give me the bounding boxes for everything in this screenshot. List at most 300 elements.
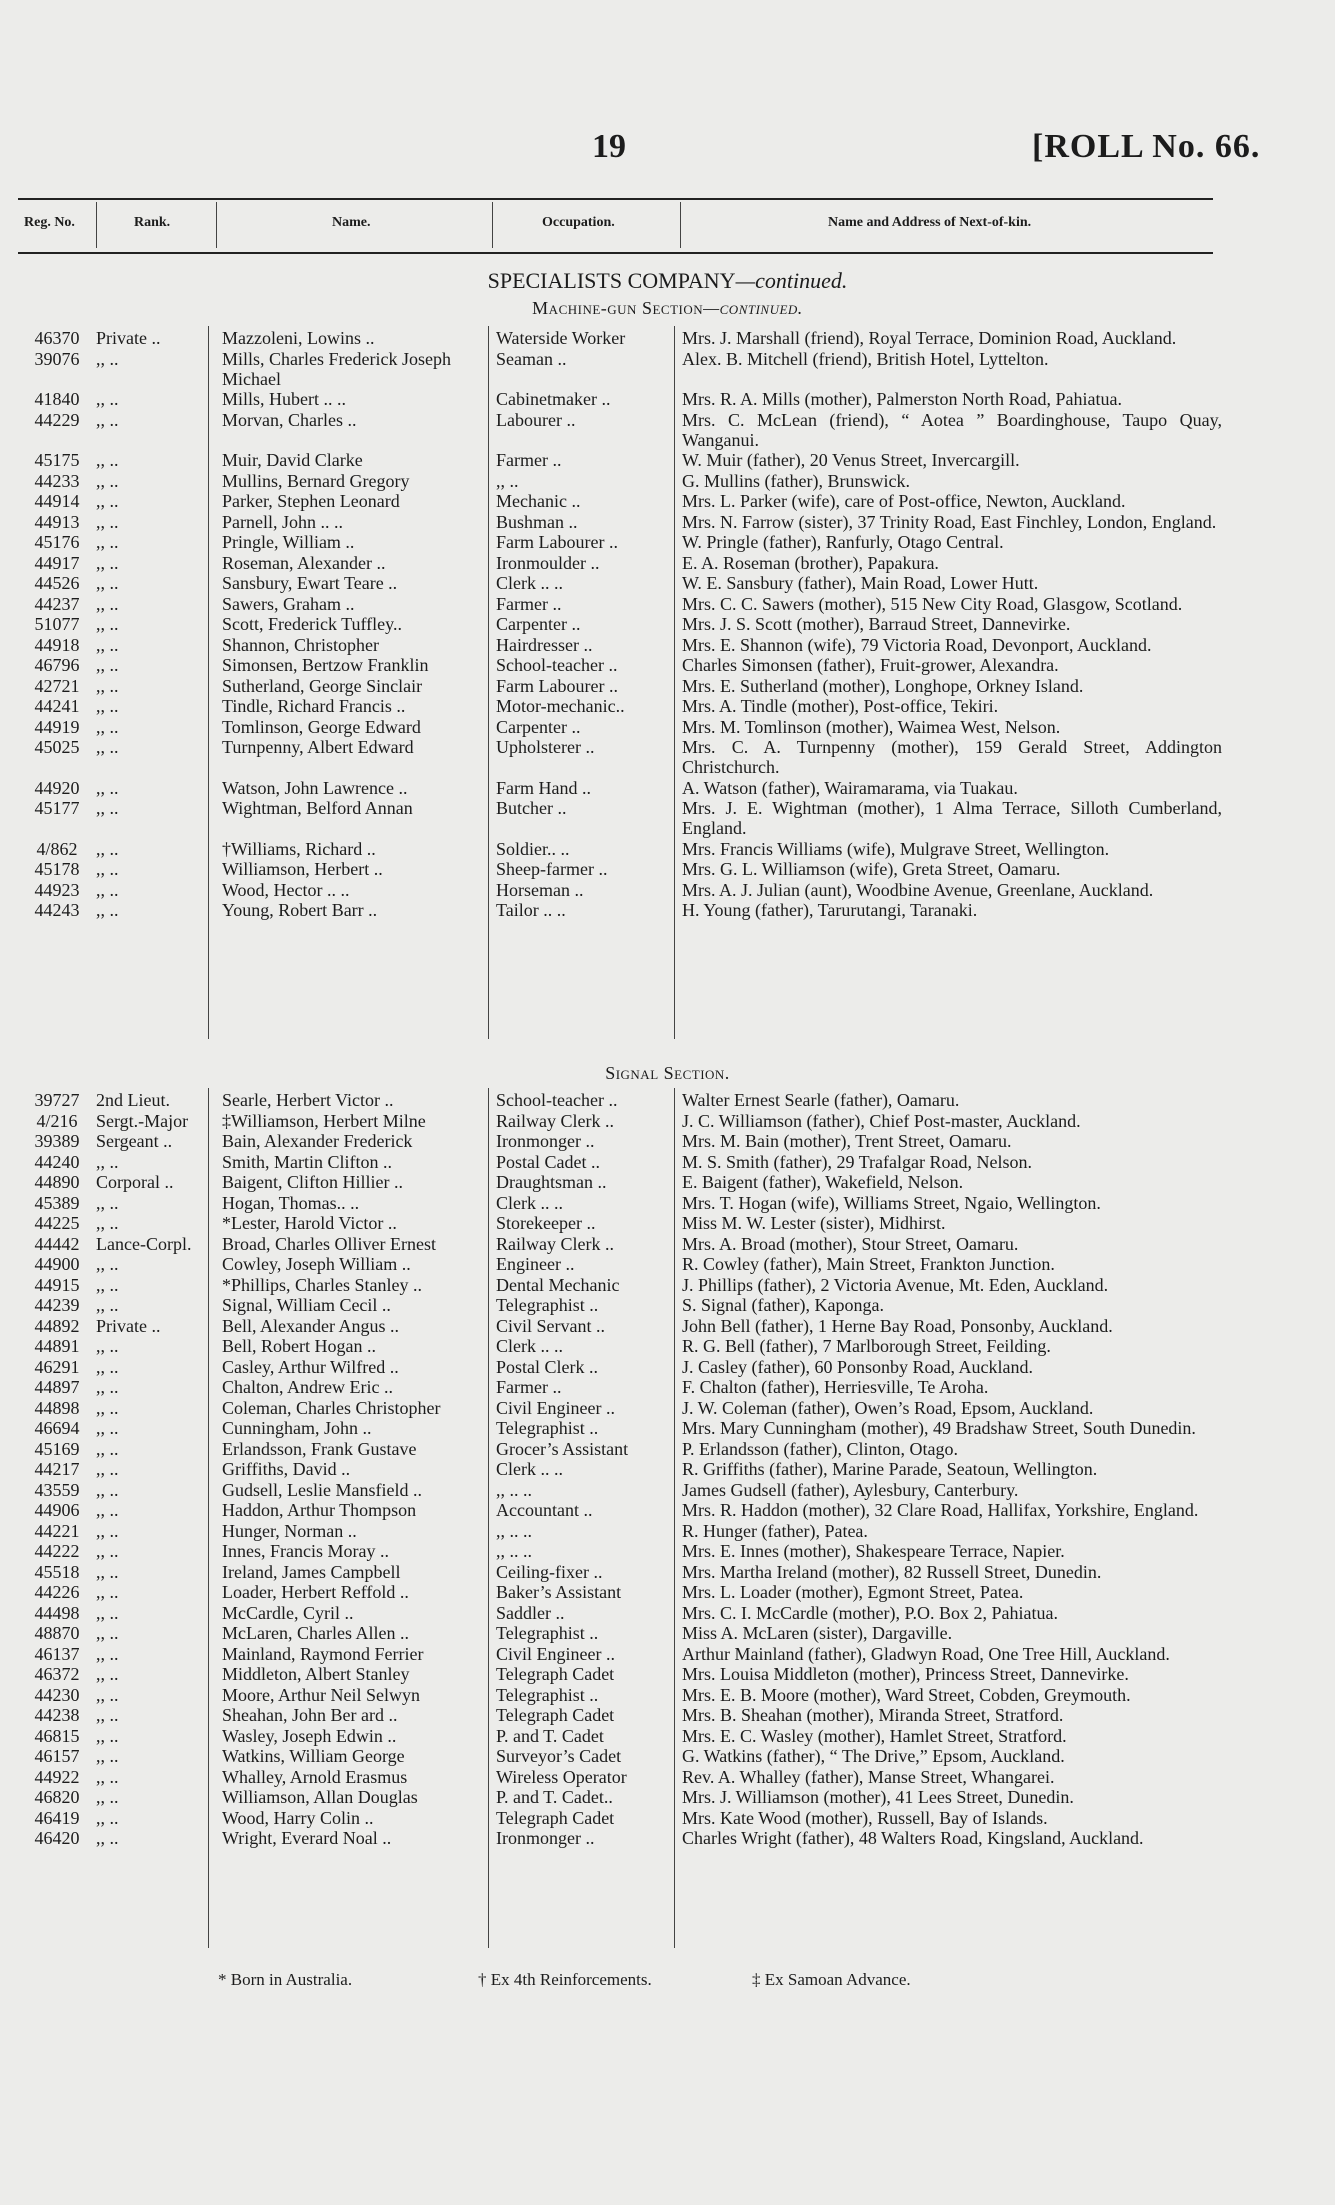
reg-no-cell: 44900 <box>34 1254 80 1274</box>
reg-no-cell: 46796 <box>34 655 80 675</box>
rank-cell: Sergt.-Major <box>96 1110 189 1131</box>
rank-cell: ,, .. <box>96 1295 119 1315</box>
rank-cell: Private .. <box>96 328 161 348</box>
next-of-kin-cell: Mrs. J. E. Wightman (mother), 1 Alma Terrace, Silloth Cumberland, England. <box>682 798 1222 838</box>
col-name-header: Name. <box>332 215 371 230</box>
next-of-kin-cell: Mrs. L. Parker (wife), care of Post-office, Newton, Auckland. <box>682 491 1126 511</box>
name-cell: Ireland, James Campbell <box>222 1561 401 1582</box>
name-cell: Mullins, Bernard Gregory <box>222 470 410 491</box>
name-cell: Griffiths, David .. <box>222 1459 351 1479</box>
occupation-cell: Tailor .. .. <box>496 900 566 920</box>
name-cell: Sansbury, Ewart Teare .. <box>222 573 398 593</box>
footnote-ex-4th: † Ex 4th Reinforcements. <box>478 1970 652 1989</box>
occupation-cell: P. and T. Cadet <box>496 1725 604 1746</box>
reg-no-cell: 45518 <box>34 1561 80 1582</box>
name-cell: Middleton, Albert Stanley <box>222 1664 410 1684</box>
next-of-kin-cell: H. Young (father), Tarurutangi, Taranaki. <box>682 900 978 920</box>
name-cell: *Phillips, Charles Stanley .. <box>222 1274 422 1295</box>
occupation-cell: Sheep-farmer .. <box>496 859 608 879</box>
reg-no-cell: 44914 <box>34 491 80 511</box>
name-cell: Mazzoleni, Lowins .. <box>222 328 375 348</box>
name-cell: Simonsen, Bertzow Franklin <box>222 655 429 675</box>
name-cell: Shannon, Christopher <box>222 634 379 655</box>
next-of-kin-cell: Mrs. C. C. Sawers (mother), 515 New City Road, Glasgow, Scotland. <box>682 593 1183 614</box>
rank-cell: ,, .. <box>96 1418 119 1438</box>
reg-no-cell: 44498 <box>34 1602 80 1623</box>
reg-no-cell: 45178 <box>34 859 80 879</box>
next-of-kin-cell: Mrs. Kate Wood (mother), Russell, Bay of Islands. <box>682 1807 1048 1828</box>
reg-no-cell: 44230 <box>34 1684 80 1705</box>
rank-cell: ,, .. <box>96 1541 119 1561</box>
occupation-cell: ,, .. .. <box>496 1541 532 1561</box>
occupation-cell: Telegraphist .. <box>496 1295 599 1315</box>
column-rule <box>488 1088 489 1948</box>
reg-no-cell: 44237 <box>34 593 80 614</box>
rank-cell: ,, .. <box>96 1807 119 1828</box>
name-cell: Hunger, Norman .. <box>222 1520 357 1541</box>
rank-cell: ,, .. <box>96 1479 119 1500</box>
next-of-kin-cell: R. G. Bell (father), 7 Marlborough Street, Feilding. <box>682 1336 1051 1356</box>
roll-number: [ROLL No. 66. <box>1032 128 1261 165</box>
next-of-kin-cell: W. E. Sansbury (father), Main Road, Lower Hutt. <box>682 573 1039 593</box>
name-cell: Sutherland, George Sinclair <box>222 675 423 696</box>
occupation-cell: Cabinetmaker .. <box>496 389 611 409</box>
rank-cell: ,, .. <box>96 1787 119 1807</box>
next-of-kin-cell: Mrs. R. A. Mills (mother), Palmerston North Road, Pahiatua. <box>682 389 1122 409</box>
occupation-cell: Labourer .. <box>496 409 576 430</box>
rank-cell: ,, .. <box>96 1602 119 1623</box>
name-cell: *Lester, Harold Victor .. <box>222 1213 397 1233</box>
name-cell: Bain, Alexander Frederick <box>222 1131 413 1151</box>
header-divider <box>680 202 681 248</box>
occupation-cell: Farmer .. <box>496 1377 562 1397</box>
occupation-cell: Carpenter .. <box>496 614 581 634</box>
col-rank-header: Rank. <box>134 215 171 230</box>
occupation-cell: Farm Labourer .. <box>496 675 618 696</box>
name-cell: Coleman, Charles Christopher <box>222 1397 441 1418</box>
reg-no-cell: 44922 <box>34 1766 80 1787</box>
rank-cell: ,, .. <box>96 1500 119 1520</box>
occupation-cell: Ceiling-fixer .. <box>496 1561 603 1582</box>
rank-cell: ,, .. <box>96 675 119 696</box>
next-of-kin-cell: Mrs. C. McLean (friend), “ Aotea ” Boardinghouse, Taupo Quay, Wanganui. <box>682 409 1222 450</box>
next-of-kin-cell: S. Signal (father), Kaponga. <box>682 1295 884 1315</box>
reg-no-cell: 44238 <box>34 1705 80 1725</box>
rank-cell: ,, .. <box>96 348 119 369</box>
name-cell: Erlandsson, Frank Gustave <box>222 1438 417 1459</box>
reg-no-cell: 44526 <box>34 573 80 593</box>
reg-no-cell: 48870 <box>34 1623 80 1643</box>
name-cell: Sawers, Graham .. <box>222 593 355 614</box>
name-cell: Innes, Francis Moray .. <box>222 1541 389 1561</box>
reg-no-cell: 39076 <box>34 348 80 369</box>
occupation-cell: Clerk .. .. <box>496 573 563 593</box>
reg-no-cell: 45025 <box>34 737 80 757</box>
rank-cell: ,, .. <box>96 716 119 737</box>
rank-cell: ,, .. <box>96 1192 119 1213</box>
reg-no-cell: 44442 <box>34 1233 80 1254</box>
occupation-cell: Mechanic .. <box>496 491 581 511</box>
reg-no-cell: 45177 <box>34 798 80 818</box>
section-title-signal <box>0 1063 1335 1084</box>
occupation-cell: Telegraph Cadet <box>496 1664 615 1684</box>
name-cell: Smith, Martin Clifton .. <box>222 1151 393 1172</box>
rank-cell: ,, .. <box>96 532 119 552</box>
next-of-kin-cell: J. C. Williamson (father), Chief Post-master, Auckland. <box>682 1110 1081 1131</box>
rank-cell: ,, .. <box>96 1828 119 1848</box>
next-of-kin-cell: R. Cowley (father), Main Street, Frankton Junction. <box>682 1254 1055 1274</box>
occupation-cell: Civil Engineer .. <box>496 1397 615 1418</box>
name-cell: Whalley, Arnold Erasmus <box>222 1766 408 1787</box>
reg-no-cell: 44918 <box>34 634 80 655</box>
header-divider <box>492 202 493 248</box>
occupation-cell: Motor-mechanic.. <box>496 696 625 716</box>
reg-no-cell: 44906 <box>34 1500 80 1520</box>
reg-no-cell: 44898 <box>34 1397 80 1418</box>
reg-no-cell: 44891 <box>34 1336 80 1356</box>
reg-no-cell: 45176 <box>34 532 80 552</box>
occupation-cell: Draughtsman .. <box>496 1172 607 1192</box>
rank-cell: Sergeant .. <box>96 1131 173 1151</box>
next-of-kin-cell: R. Hunger (father), Patea. <box>682 1520 868 1541</box>
rank-cell: ,, .. <box>96 634 119 655</box>
reg-no-cell: 44892 <box>34 1315 80 1336</box>
next-of-kin-cell: M. S. Smith (father), 29 Trafalgar Road, Nelson. <box>682 1151 1032 1172</box>
name-cell: Loader, Herbert Reffold .. <box>222 1582 409 1602</box>
name-cell: Wightman, Belford Annan <box>222 798 413 818</box>
next-of-kin-cell: W. Muir (father), 20 Venus Street, Invercargill. <box>682 450 1020 470</box>
rank-cell: ,, .. <box>96 1561 119 1582</box>
next-of-kin-cell: J. Phillips (father), 2 Victoria Avenue, Mt. Eden, Auckland. <box>682 1274 1109 1295</box>
name-cell: Muir, David Clarke <box>222 450 363 470</box>
next-of-kin-cell: Mrs. G. L. Williamson (wife), Greta Street, Oamaru. <box>682 859 1061 879</box>
rank-cell: ,, .. <box>96 879 119 900</box>
occupation-cell: Ironmoulder .. <box>496 552 600 573</box>
reg-no-cell: 45169 <box>34 1438 80 1459</box>
next-of-kin-cell: Mrs. L. Loader (mother), Egmont Street, Patea. <box>682 1582 1024 1602</box>
occupation-cell: Storekeeper .. <box>496 1213 596 1233</box>
occupation-cell: Seaman .. <box>496 348 567 369</box>
next-of-kin-cell: James Gudsell (father), Aylesbury, Canterbury. <box>682 1479 1019 1500</box>
reg-no-cell: 44240 <box>34 1151 80 1172</box>
occupation-cell: Bushman .. <box>496 511 578 532</box>
rank-cell: ,, .. <box>96 900 119 920</box>
occupation-cell: Waterside Worker <box>496 328 626 348</box>
name-cell: Mills, Hubert .. .. <box>222 389 346 409</box>
col-kin-header: Name and Address of Next-of-kin. <box>828 215 1032 230</box>
name-cell: Cowley, Joseph William .. <box>222 1254 411 1274</box>
name-cell: Wood, Hector .. .. <box>222 879 350 900</box>
occupation-cell: Telegraphist .. <box>496 1623 599 1643</box>
company-title <box>0 268 1335 294</box>
rank-cell: ,, .. <box>96 1623 119 1643</box>
occupation-cell: Postal Clerk .. <box>496 1356 598 1377</box>
reg-no-cell: 46370 <box>34 328 80 348</box>
rank-cell: ,, .. <box>96 1725 119 1746</box>
page-number: 19 <box>592 128 626 165</box>
reg-no-cell: 44920 <box>34 777 80 798</box>
occupation-cell: ,, .. .. <box>496 1520 532 1541</box>
mg-section-continued: —continued. <box>703 298 803 318</box>
name-cell: Bell, Alexander Angus .. <box>222 1315 399 1336</box>
next-of-kin-cell: Mrs. Mary Cunningham (mother), 49 Bradshaw Street, South Dunedin. <box>682 1418 1196 1438</box>
name-cell: Gudsell, Leslie Mansfield .. <box>222 1479 422 1500</box>
next-of-kin-cell: A. Watson (father), Wairamarama, via Tuakau. <box>682 777 1018 798</box>
reg-no-cell: 44226 <box>34 1582 80 1602</box>
reg-no-cell: 46694 <box>34 1418 80 1438</box>
name-cell: Cunningham, John .. <box>222 1418 372 1438</box>
name-cell: Signal, William Cecil .. <box>222 1295 391 1315</box>
occupation-cell: Horseman .. <box>496 879 584 900</box>
occupation-cell: Telegraph Cadet <box>496 1807 615 1828</box>
rank-cell: ,, .. <box>96 409 119 430</box>
reg-no-cell: 39727 <box>34 1090 80 1110</box>
name-cell: Haddon, Arthur Thompson <box>222 1500 417 1520</box>
reg-no-cell: 44923 <box>34 879 80 900</box>
header-divider <box>216 202 217 248</box>
occupation-cell: Butcher .. <box>496 798 567 818</box>
footnote-ex-samoan: ‡ Ex Samoan Advance. <box>752 1970 911 1989</box>
reg-no-cell: 44239 <box>34 1295 80 1315</box>
name-cell: Tomlinson, George Edward <box>222 716 421 737</box>
rank-cell: ,, .. <box>96 1336 119 1356</box>
rank-cell: ,, .. <box>96 1520 119 1541</box>
col-occupation-header: Occupation. <box>542 215 615 230</box>
name-cell: Broad, Charles Olliver Ernest <box>222 1233 436 1254</box>
next-of-kin-cell: Charles Wright (father), 48 Walters Road, Kingsland, Auckland. <box>682 1828 1144 1848</box>
occupation-cell: Accountant .. <box>496 1500 593 1520</box>
column-rule <box>208 326 209 1039</box>
header-divider <box>96 202 97 248</box>
section-title-machine-gun <box>0 298 1335 319</box>
name-cell: Sheahan, John Ber ard .. <box>222 1705 398 1725</box>
rank-cell: ,, .. <box>96 593 119 614</box>
occupation-cell: Telegraphist .. <box>496 1684 599 1705</box>
name-cell: McCardle, Cyril .. <box>222 1602 354 1623</box>
occupation-cell: Civil Engineer .. <box>496 1643 615 1664</box>
name-cell: Parnell, John .. .. <box>222 511 343 532</box>
rank-cell: Private .. <box>96 1315 161 1336</box>
next-of-kin-cell: F. Chalton (father), Herriesville, Te Aroha. <box>682 1377 989 1397</box>
reg-no-cell: 51077 <box>34 614 80 634</box>
next-of-kin-cell: Mrs. C. I. McCardle (mother), P.O. Box 2, Pahiatua. <box>682 1602 1058 1623</box>
occupation-cell: Clerk .. .. <box>496 1336 563 1356</box>
occupation-cell: Telegraphist .. <box>496 1418 599 1438</box>
next-of-kin-cell: R. Griffiths (father), Marine Parade, Seatoun, Wellington. <box>682 1459 1098 1479</box>
name-cell: Hogan, Thomas.. .. <box>222 1192 360 1213</box>
reg-no-cell: 44919 <box>34 716 80 737</box>
rank-cell: ,, .. <box>96 450 119 470</box>
rank-cell: ,, .. <box>96 1582 119 1602</box>
rank-cell: ,, .. <box>96 1664 119 1684</box>
reg-no-cell: 44915 <box>34 1274 80 1295</box>
occupation-cell: Farm Hand .. <box>496 777 591 798</box>
name-cell: Morvan, Charles .. <box>222 409 357 430</box>
occupation-cell: ,, .. <box>496 470 519 491</box>
rank-cell: ,, .. <box>96 1356 119 1377</box>
next-of-kin-cell: Mrs. A. Broad (mother), Stour Street, Oamaru. <box>682 1233 1019 1254</box>
rank-cell: ,, .. <box>96 1459 119 1479</box>
reg-no-cell: 46820 <box>34 1787 80 1807</box>
reg-no-cell: 41840 <box>34 389 80 409</box>
occupation-cell: School-teacher .. <box>496 1090 618 1110</box>
next-of-kin-cell: Mrs. J. Marshall (friend), Royal Terrace, Dominion Road, Auckland. <box>682 328 1177 348</box>
occupation-cell: Dental Mechanic <box>496 1274 620 1295</box>
reg-no-cell: 44229 <box>34 409 80 430</box>
rank-cell: ,, .. <box>96 859 119 879</box>
rank-cell: ,, .. <box>96 838 119 859</box>
next-of-kin-cell: Alex. B. Mitchell (friend), British Hotel, Lyttelton. <box>682 348 1049 369</box>
rank-cell: ,, .. <box>96 1643 119 1664</box>
rank-cell: Lance-Corpl. <box>96 1233 192 1254</box>
next-of-kin-cell: Mrs. A. Tindle (mother), Post-office, Tekiri. <box>682 696 999 716</box>
rank-cell: ,, .. <box>96 470 119 491</box>
occupation-cell: Ironmonger .. <box>496 1131 595 1151</box>
reg-no-cell: 42721 <box>34 675 80 696</box>
next-of-kin-cell: Mrs. J. Williamson (mother), 41 Lees Street, Dunedin. <box>682 1787 1074 1807</box>
next-of-kin-cell: Mrs. J. S. Scott (mother), Barraud Street, Dannevirke. <box>682 614 1071 634</box>
occupation-cell: Soldier.. .. <box>496 838 570 859</box>
reg-no-cell: 44243 <box>34 900 80 920</box>
next-of-kin-cell: Miss M. W. Lester (sister), Midhirst. <box>682 1213 946 1233</box>
reg-no-cell: 46137 <box>34 1643 80 1664</box>
occupation-cell: Saddler .. <box>496 1602 565 1623</box>
occupation-cell: Engineer .. <box>496 1254 575 1274</box>
reg-no-cell: 45175 <box>34 450 80 470</box>
next-of-kin-cell: W. Pringle (father), Ranfurly, Otago Central. <box>682 532 1004 552</box>
reg-no-cell: 46372 <box>34 1664 80 1684</box>
reg-no-cell: 44221 <box>34 1520 80 1541</box>
next-of-kin-cell: Mrs. Martha Ireland (mother), 82 Russell Street, Dunedin. <box>682 1561 1102 1582</box>
occupation-cell: Baker’s Assistant <box>496 1582 622 1602</box>
rank-cell: ,, .. <box>96 1746 119 1766</box>
next-of-kin-cell: Charles Simonsen (father), Fruit-grower, Alexandra. <box>682 655 1059 675</box>
page-header <box>0 128 1335 172</box>
reg-no-cell: 46420 <box>34 1828 80 1848</box>
name-cell: McLaren, Charles Allen .. <box>222 1623 409 1643</box>
name-cell: ‡Williamson, Herbert Milne <box>222 1110 426 1131</box>
next-of-kin-cell: Mrs. C. A. Turnpenny (mother), 159 Gerald Street, Addington Christchurch. <box>682 737 1222 777</box>
reg-no-cell: 44241 <box>34 696 80 716</box>
occupation-cell: Ironmonger .. <box>496 1828 595 1848</box>
signal-section-name: Signal Section. <box>605 1063 730 1083</box>
next-of-kin-cell: J. W. Coleman (father), Owen’s Road, Epsom, Auckland. <box>682 1397 1094 1418</box>
next-of-kin-cell: E. Baigent (father), Wakefield, Nelson. <box>682 1172 964 1192</box>
rank-cell: ,, .. <box>96 491 119 511</box>
next-of-kin-cell: Mrs. E. Sutherland (mother), Longhope, Orkney Island. <box>682 675 1084 696</box>
occupation-cell: School-teacher .. <box>496 655 618 675</box>
next-of-kin-cell: Mrs. R. Haddon (mother), 32 Clare Road, Hallifax, Yorkshire, England. <box>682 1500 1199 1520</box>
name-cell: Wright, Everard Noal .. <box>222 1828 392 1848</box>
name-cell: Parker, Stephen Leonard <box>222 491 400 511</box>
name-cell: Williamson, Allan Douglas <box>222 1787 418 1807</box>
name-cell: Tindle, Richard Francis .. <box>222 696 406 716</box>
reg-no-cell: 44222 <box>34 1541 80 1561</box>
occupation-cell: Upholsterer .. <box>496 737 595 757</box>
occupation-cell: Railway Clerk .. <box>496 1233 614 1254</box>
occupation-cell: Postal Cadet .. <box>496 1151 600 1172</box>
occupation-cell: Surveyor’s Cadet <box>496 1746 622 1766</box>
rank-cell: 2nd Lieut. <box>96 1090 170 1110</box>
column-header-row <box>18 198 1213 254</box>
rank-cell: ,, .. <box>96 798 119 818</box>
reg-no-cell: 46157 <box>34 1746 80 1766</box>
name-cell: Wood, Harry Colin .. <box>222 1807 374 1828</box>
rank-cell: ,, .. <box>96 614 119 634</box>
occupation-cell: Carpenter .. <box>496 716 581 737</box>
name-cell: Williamson, Herbert .. <box>222 859 383 879</box>
next-of-kin-cell: Mrs. A. J. Julian (aunt), Woodbine Avenue, Greenlane, Auckland. <box>682 879 1154 900</box>
reg-no-cell: 4/216 <box>36 1110 78 1131</box>
column-rule <box>488 326 489 1039</box>
rank-cell: ,, .. <box>96 573 119 593</box>
occupation-cell: Grocer’s Assistant <box>496 1438 629 1459</box>
company-name: SPECIALISTS COMPANY <box>487 268 736 293</box>
reg-no-cell: 44217 <box>34 1459 80 1479</box>
name-cell: Watson, John Lawrence .. <box>222 777 408 798</box>
name-cell: Watkins, William George <box>222 1746 405 1766</box>
next-of-kin-cell: G. Watkins (father), “ The Drive,” Epsom, Auckland. <box>682 1746 1065 1766</box>
next-of-kin-cell: G. Mullins (father), Brunswick. <box>682 470 910 491</box>
name-cell: †Williams, Richard .. <box>222 838 376 859</box>
name-cell: Pringle, William .. <box>222 532 355 552</box>
name-cell: Bell, Robert Hogan .. <box>222 1336 376 1356</box>
reg-no-cell: 46291 <box>34 1356 80 1377</box>
footnote-born-australia: * Born in Australia. <box>218 1970 353 1989</box>
reg-no-cell: 44913 <box>34 511 80 532</box>
reg-no-cell: 46815 <box>34 1725 80 1746</box>
reg-no-cell: 44917 <box>34 552 80 573</box>
occupation-cell: Hairdresser .. <box>496 634 593 655</box>
next-of-kin-cell: Mrs. E. B. Moore (mother), Ward Street, Cobden, Greymouth. <box>682 1684 1131 1705</box>
next-of-kin-cell: P. Erlandsson (father), Clinton, Otago. <box>682 1438 958 1459</box>
name-cell: Chalton, Andrew Eric .. <box>222 1377 393 1397</box>
name-cell: Roseman, Alexander .. <box>222 552 386 573</box>
name-cell: Casley, Arthur Wilfred .. <box>222 1356 399 1377</box>
column-rule <box>674 1088 675 1948</box>
reg-no-cell: 44225 <box>34 1213 80 1233</box>
reg-no-cell: 44890 <box>34 1172 80 1192</box>
rank-cell: ,, .. <box>96 389 119 409</box>
rank-cell: ,, .. <box>96 1213 119 1233</box>
occupation-cell: Railway Clerk .. <box>496 1110 614 1131</box>
rank-cell: ,, .. <box>96 1151 119 1172</box>
occupation-cell: Clerk .. .. <box>496 1192 563 1213</box>
reg-no-cell: 45389 <box>34 1192 80 1213</box>
next-of-kin-cell: Mrs. B. Sheahan (mother), Miranda Street, Stratford. <box>682 1705 1064 1725</box>
next-of-kin-cell: Miss A. McLaren (sister), Dargaville. <box>682 1623 953 1643</box>
rank-cell: ,, .. <box>96 552 119 573</box>
reg-no-cell: 4/862 <box>36 838 78 859</box>
rank-cell: ,, .. <box>96 696 119 716</box>
reg-no-cell: 39389 <box>34 1131 80 1151</box>
rank-cell: ,, .. <box>96 1254 119 1274</box>
occupation-cell: Telegraph Cadet <box>496 1705 615 1725</box>
reg-no-cell: 44233 <box>34 470 80 491</box>
rank-cell: ,, .. <box>96 511 119 532</box>
rank-cell: ,, .. <box>96 1274 119 1295</box>
rank-cell: ,, .. <box>96 655 119 675</box>
next-of-kin-cell: Rev. A. Whalley (father), Manse Street, Whangarei. <box>682 1766 1055 1787</box>
next-of-kin-cell: Mrs. E. Innes (mother), Shakespeare Terrace, Napier. <box>682 1541 1065 1561</box>
col-reg-header: Reg. No. <box>24 215 75 230</box>
name-cell: Mills, Charles Frederick Joseph Michael <box>222 348 451 389</box>
name-cell: Young, Robert Barr .. <box>222 900 378 920</box>
rank-cell: ,, .. <box>96 1705 119 1725</box>
next-of-kin-cell: Mrs. N. Farrow (sister), 37 Trinity Road, East Finchley, London, England. <box>682 511 1217 532</box>
column-rule <box>674 326 675 1039</box>
next-of-kin-cell: Mrs. Francis Williams (wife), Mulgrave Street, Wellington. <box>682 838 1110 859</box>
